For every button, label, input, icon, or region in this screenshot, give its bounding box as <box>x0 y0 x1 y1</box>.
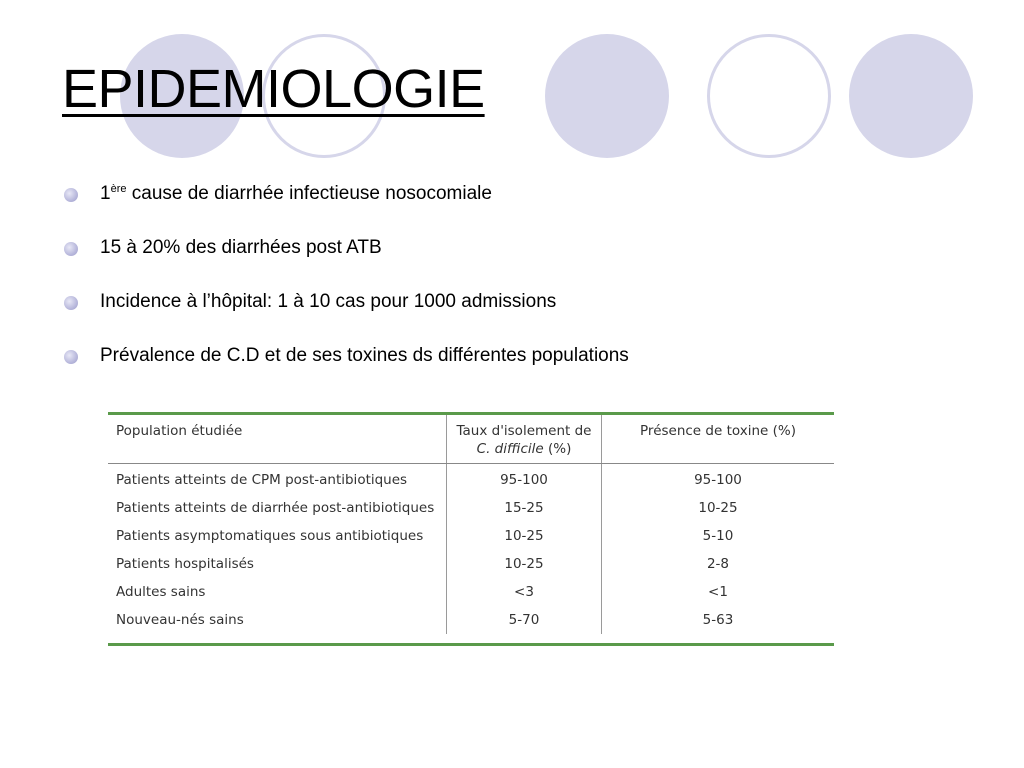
bullet-dot-icon <box>64 242 78 256</box>
bullet-dot-icon <box>64 296 78 310</box>
table-row <box>108 606 834 634</box>
table-row <box>108 550 834 578</box>
bullet-dot-icon <box>64 350 78 364</box>
cell-toxine: 2-8 <box>602 550 835 578</box>
cell-isolement: <3 <box>447 578 602 606</box>
table-row <box>108 464 834 495</box>
cell-toxine: 5-63 <box>602 606 835 634</box>
cell-isolement: 95-100 <box>447 464 602 495</box>
bullet-item <box>64 232 964 286</box>
table-row <box>108 578 834 606</box>
bullet-text: Incidence à l’hôpital: 1 à 10 cas pour 1000 admissions <box>100 291 557 312</box>
header-isolement-line1: Taux d'isolement de <box>456 423 592 439</box>
header-population: Population étudiée <box>108 415 447 464</box>
cell-isolement: 5-70 <box>447 606 602 634</box>
cell-isolement: 10-25 <box>447 522 602 550</box>
prevalence-table-frame <box>108 412 834 646</box>
cell-population: Patients atteints de diarrhée post-antibiotiques <box>116 500 435 516</box>
bullet-text: Prévalence de C.D et de ses toxines ds différentes populations <box>100 345 629 366</box>
bullet-list <box>64 178 964 394</box>
cell-toxine: 95-100 <box>602 464 835 495</box>
bullet-text: 15 à 20% des diarrhées post ATB <box>100 237 382 258</box>
prevalence-table <box>108 415 834 634</box>
bullet-item <box>64 340 964 394</box>
decor-circle-3 <box>545 34 669 158</box>
table-row <box>108 494 834 522</box>
bullet-item <box>64 286 964 340</box>
cell-toxine: 5-10 <box>602 522 835 550</box>
cell-population: Patients asymptomatiques sous antibiotiques <box>116 528 424 544</box>
bullet-item <box>64 178 964 232</box>
cell-toxine: <1 <box>602 578 835 606</box>
bullet-superscript: ère <box>110 183 127 195</box>
cell-isolement: 15-25 <box>447 494 602 522</box>
table-header-row <box>108 415 834 464</box>
header-isolement <box>447 415 602 464</box>
cell-population: Adultes sains <box>116 584 206 600</box>
bullet-prefix: 1 <box>100 183 111 204</box>
cell-isolement: 10-25 <box>447 550 602 578</box>
table-row <box>108 522 834 550</box>
bullet-text: cause de diarrhée infectieuse nosocomiale <box>126 183 492 204</box>
cell-toxine: 10-25 <box>602 494 835 522</box>
slide-title: EPIDEMIOLOGIE <box>62 59 485 119</box>
decor-circle-5 <box>849 34 973 158</box>
bullet-dot-icon <box>64 188 78 202</box>
cell-population: Nouveau-nés sains <box>116 612 244 628</box>
cell-population: Patients atteints de CPM post-antibiotiques <box>116 472 408 488</box>
cell-population: Patients hospitalisés <box>116 556 254 572</box>
header-toxine: Présence de toxine (%) <box>602 415 835 464</box>
decor-circle-4 <box>707 34 831 158</box>
header-isolement-species: C. difficile <box>476 441 544 457</box>
header-isolement-unit: (%) <box>543 441 572 457</box>
